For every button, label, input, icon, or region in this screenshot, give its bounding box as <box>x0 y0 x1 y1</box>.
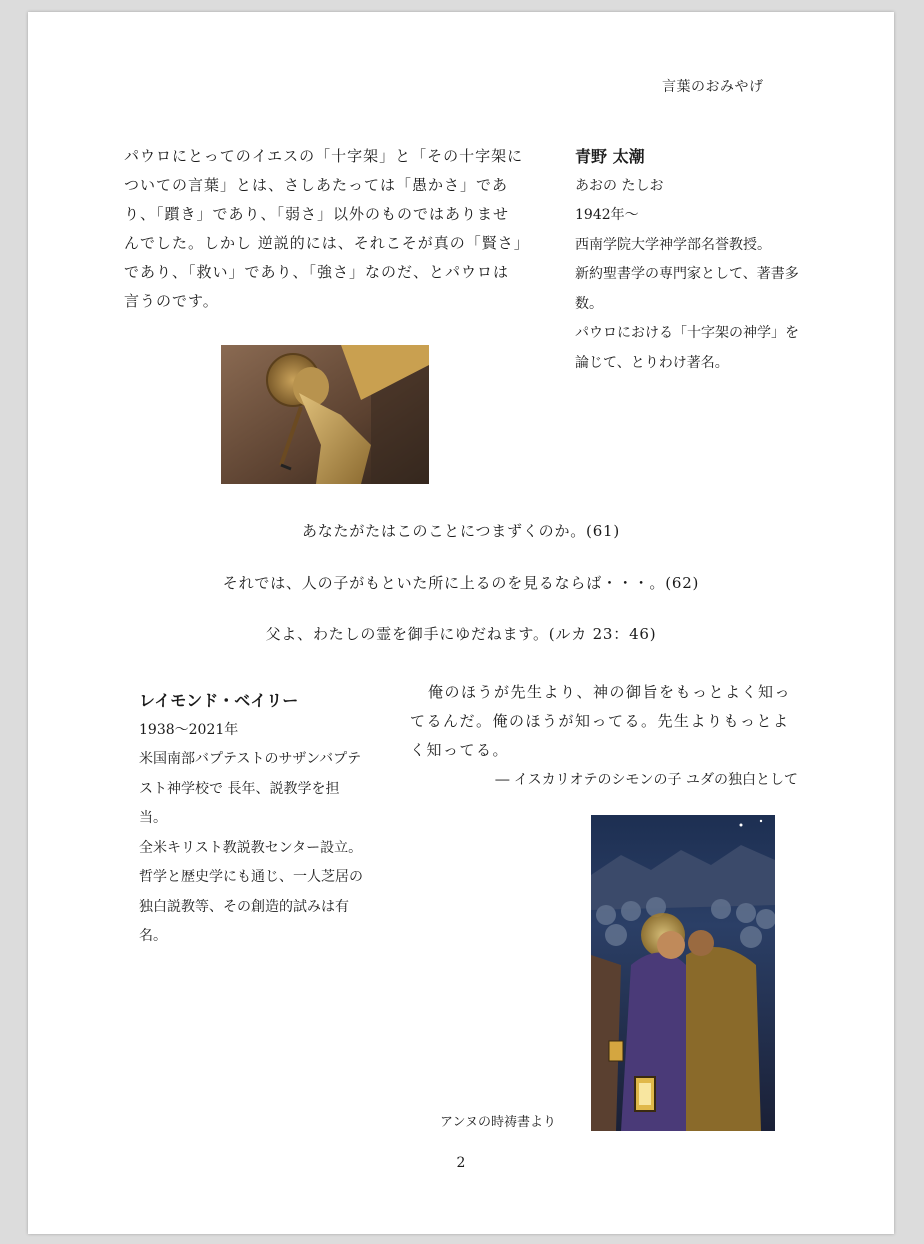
verse-line: あなたがたはこのことにつまずくのか。(61) <box>301 522 621 540</box>
quote-attribution: ― イスカリオテのシモンの子 ユダの独白として <box>495 772 798 788</box>
bio-aono-years: 1942年〜 <box>575 207 639 223</box>
bio-bailey-line: 全米キリスト教説教センター設立。 <box>139 839 363 856</box>
intro-text: パウロにとってのイエスの「十字架」と「その十字架についての言葉」とは、さしあたっては「愚かさ」であり、「躓き」であり、「弱さ」以外のものではありませんでした。しかし 逆説的には、それこそが真の「賢さ」であり、「救い」であり、「強さ」なのだ、とパウロは言うのです。 <box>124 147 524 310</box>
bio-aono-line: 西南学院大学神学部名誉教授。 <box>575 236 771 253</box>
judas-quote <box>410 678 800 765</box>
intro-paragraph <box>124 142 524 316</box>
bio-aono <box>575 142 805 378</box>
bio-aono-line: パウロにおける「十字架の神学」を論じて、とりわけ著名。 <box>575 325 799 371</box>
bio-bailey <box>139 686 364 952</box>
image-caption: アンヌの時祷書より <box>440 1115 556 1130</box>
bio-aono-line: 新約聖書学の専門家として、著書多数。 <box>575 266 799 312</box>
page-number: 2 <box>456 1155 466 1171</box>
header-title: 言葉のおみやげ <box>662 79 764 95</box>
document-page <box>28 12 894 1234</box>
bio-aono-reading: あおの たしお <box>575 177 664 194</box>
verse-line: それでは、人の子がもといた所に上るのを見るならば・・・。(62) <box>222 574 700 592</box>
bio-bailey-line: 米国南部バプテストのサザンバプテスト神学校で 長年、説教学を担当。 <box>139 751 362 826</box>
bio-bailey-name: レイモンド・ベイリー <box>139 691 299 710</box>
bio-aono-name: 青野 太潮 <box>575 147 645 166</box>
quote-text: 俺のほうが先生より、神の御旨をもっとよく知ってるんだ。俺のほうが知ってる。先生よりもっとよく知ってる。 <box>410 683 792 759</box>
bio-bailey-years: 1938〜2021年 <box>139 721 239 738</box>
kiss-of-judas-illumination <box>591 815 775 1131</box>
verse-line: 父よ、わたしの霊を御手にゆだねます。(ルカ 23：46) <box>265 625 657 643</box>
bio-bailey-line: 哲学と歴史学にも通じ、一人芝居の独白説教等、その創造的試みは有名。 <box>139 869 363 944</box>
crucifix-photo <box>221 345 429 484</box>
